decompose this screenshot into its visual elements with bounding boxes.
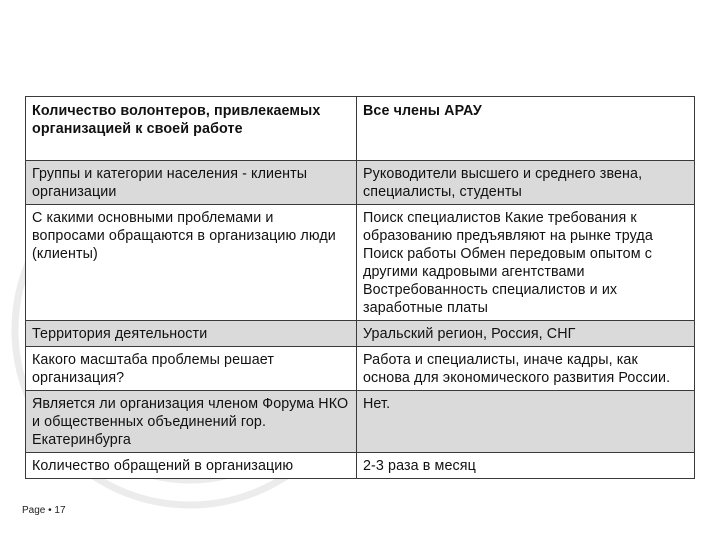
- row-question: Количество обращений в организацию: [26, 453, 357, 479]
- page-number: Page • 17: [22, 505, 66, 516]
- row-answer: Поиск специалистов Какие требования к образованию предъявляют на рынке труда Поиск работы Обмен передовым опытом с другими кадровыми агентствами Востребованность специалистов и их заработные платы: [357, 205, 695, 321]
- table-row: [26, 321, 695, 347]
- row-answer: Работа и специалисты, иначе кадры, как основа для экономического развития России.: [357, 347, 695, 391]
- row-answer: Нет.: [357, 391, 695, 453]
- row-answer: Уральский регион, Россия, СНГ: [357, 321, 695, 347]
- row-question: С какими основными проблемами и вопросами обращаются в организацию люди (клиенты): [26, 205, 357, 321]
- header-cell-right: Все члены АРАУ: [357, 97, 695, 161]
- table-row: [26, 453, 695, 479]
- table-row: [26, 347, 695, 391]
- row-question: Какого масштаба проблемы решает организация?: [26, 347, 357, 391]
- info-table: [25, 96, 695, 479]
- row-question: Является ли организация членом Форума НКО и общественных объединений гор. Екатеринбурга: [26, 391, 357, 453]
- table-row: [26, 161, 695, 205]
- table-header-row: [26, 97, 695, 161]
- row-question: Группы и категории населения - клиенты организации: [26, 161, 357, 205]
- row-answer: 2-3 раза в месяц: [357, 453, 695, 479]
- row-answer: Руководители высшего и среднего звена, специалисты, студенты: [357, 161, 695, 205]
- row-question: Территория деятельности: [26, 321, 357, 347]
- table-row: [26, 391, 695, 453]
- header-cell-left: Количество волонтеров, привлекаемых организацией к своей работе: [26, 97, 357, 161]
- table-row: [26, 205, 695, 321]
